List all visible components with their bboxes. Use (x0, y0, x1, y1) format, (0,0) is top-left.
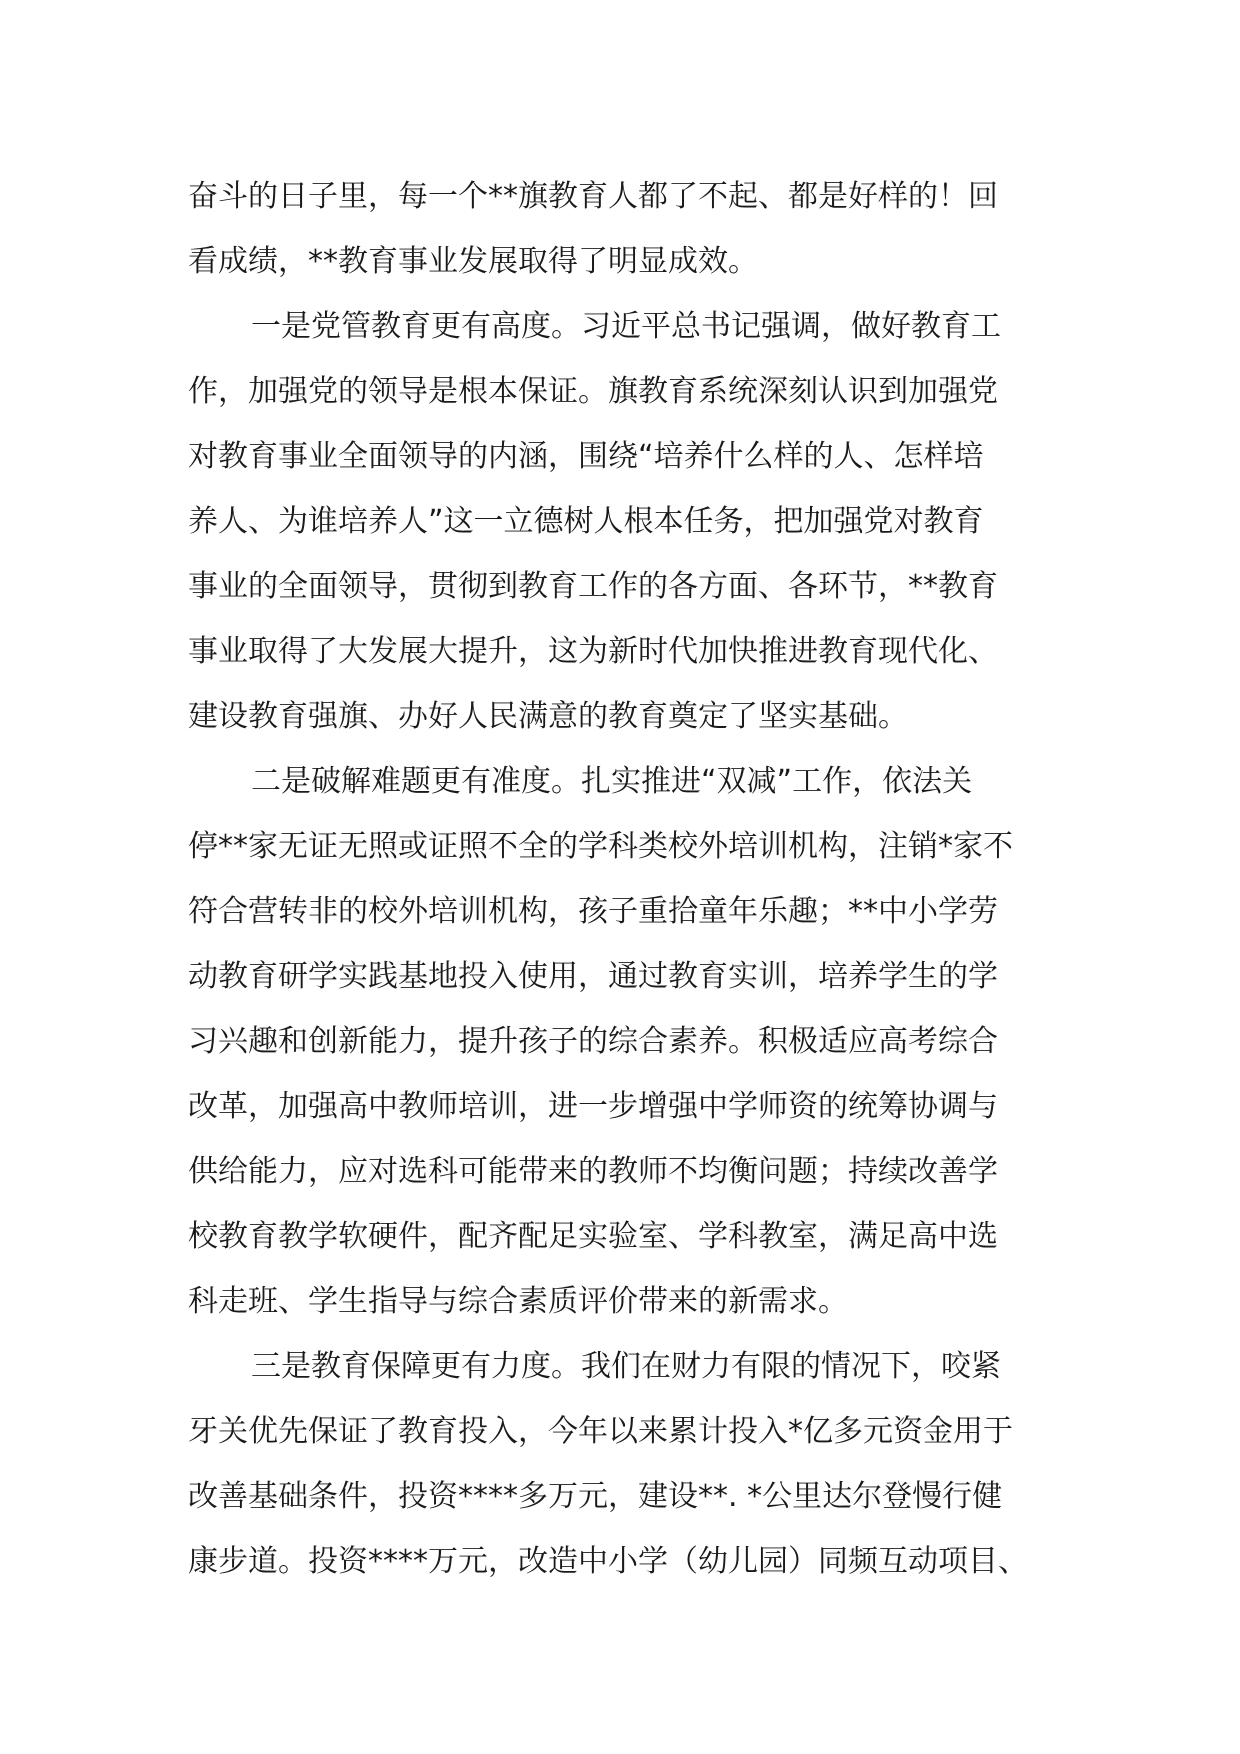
text-line: 改善基础条件，投资****多万元，建设**. *公里达尔登慢行健 (188, 1479, 1003, 1514)
body-text (188, 164, 1068, 1594)
text-line: 康步道。投资****万元，改造中小学（幼儿园）同频互动项目、 (188, 1544, 1028, 1579)
text-line: 奋斗的日子里，每一个**旗教育人都了不起、都是好样的！回 (188, 179, 998, 214)
text-line: 事业取得了大发展大提升，这为新时代加快推进教育现代化、 (188, 634, 998, 669)
text-line: 供给能力，应对选科可能带来的教师不均衡问题；持续改善学 (188, 1154, 998, 1189)
text-line: 牙关优先保证了教育投入，今年以来累计投入*亿多元资金用于 (188, 1414, 1013, 1449)
text-line: 对教育事业全面领导的内涵，围绕“培养什么样的人、怎样培 (188, 439, 984, 474)
text-line: 作，加强党的领导是根本保证。旗教育系统深刻认识到加强党 (188, 374, 998, 409)
text-line: 动教育研学实践基地投入使用，通过教育实训，培养学生的学 (188, 959, 998, 994)
paragraph-line-indented: 一是党管教育更有高度。习近平总书记强调，做好教育工 (251, 309, 1001, 344)
text-line: 建设教育强旗、办好人民满意的教育奠定了坚实基础。 (188, 699, 908, 734)
text-line: 养人、为谁培养人”这一立德树人根本任务，把加强党对教育 (188, 504, 984, 539)
text-line: 科走班、学生指导与综合素质评价带来的新需求。 (188, 1284, 848, 1319)
text-line: 符合营转非的校外培训机构，孩子重拾童年乐趣；**中小学劳 (188, 894, 998, 929)
text-line: 习兴趣和创新能力，提升孩子的综合素养。积极适应高考综合 (188, 1024, 998, 1059)
paragraph-line-indented: 二是破解难题更有准度。扎实推进“双减”工作，依法关 (251, 764, 973, 799)
text-line: 校教育教学软硬件，配齐配足实验室、学科教室，满足高中选 (188, 1219, 998, 1254)
text-line: 停**家无证无照或证照不全的学科类校外培训机构，注销*家不 (188, 829, 1013, 864)
text-line: 事业的全面领导，贯彻到教育工作的各方面、各环节，**教育 (188, 569, 998, 604)
text-line: 看成绩，**教育事业发展取得了明显成效。 (188, 244, 758, 279)
paragraph-line-indented: 三是教育保障更有力度。我们在财力有限的情况下，咬紧 (251, 1349, 1001, 1384)
text-line: 改革，加强高中教师培训，进一步增强中学师资的统筹协调与 (188, 1089, 998, 1124)
